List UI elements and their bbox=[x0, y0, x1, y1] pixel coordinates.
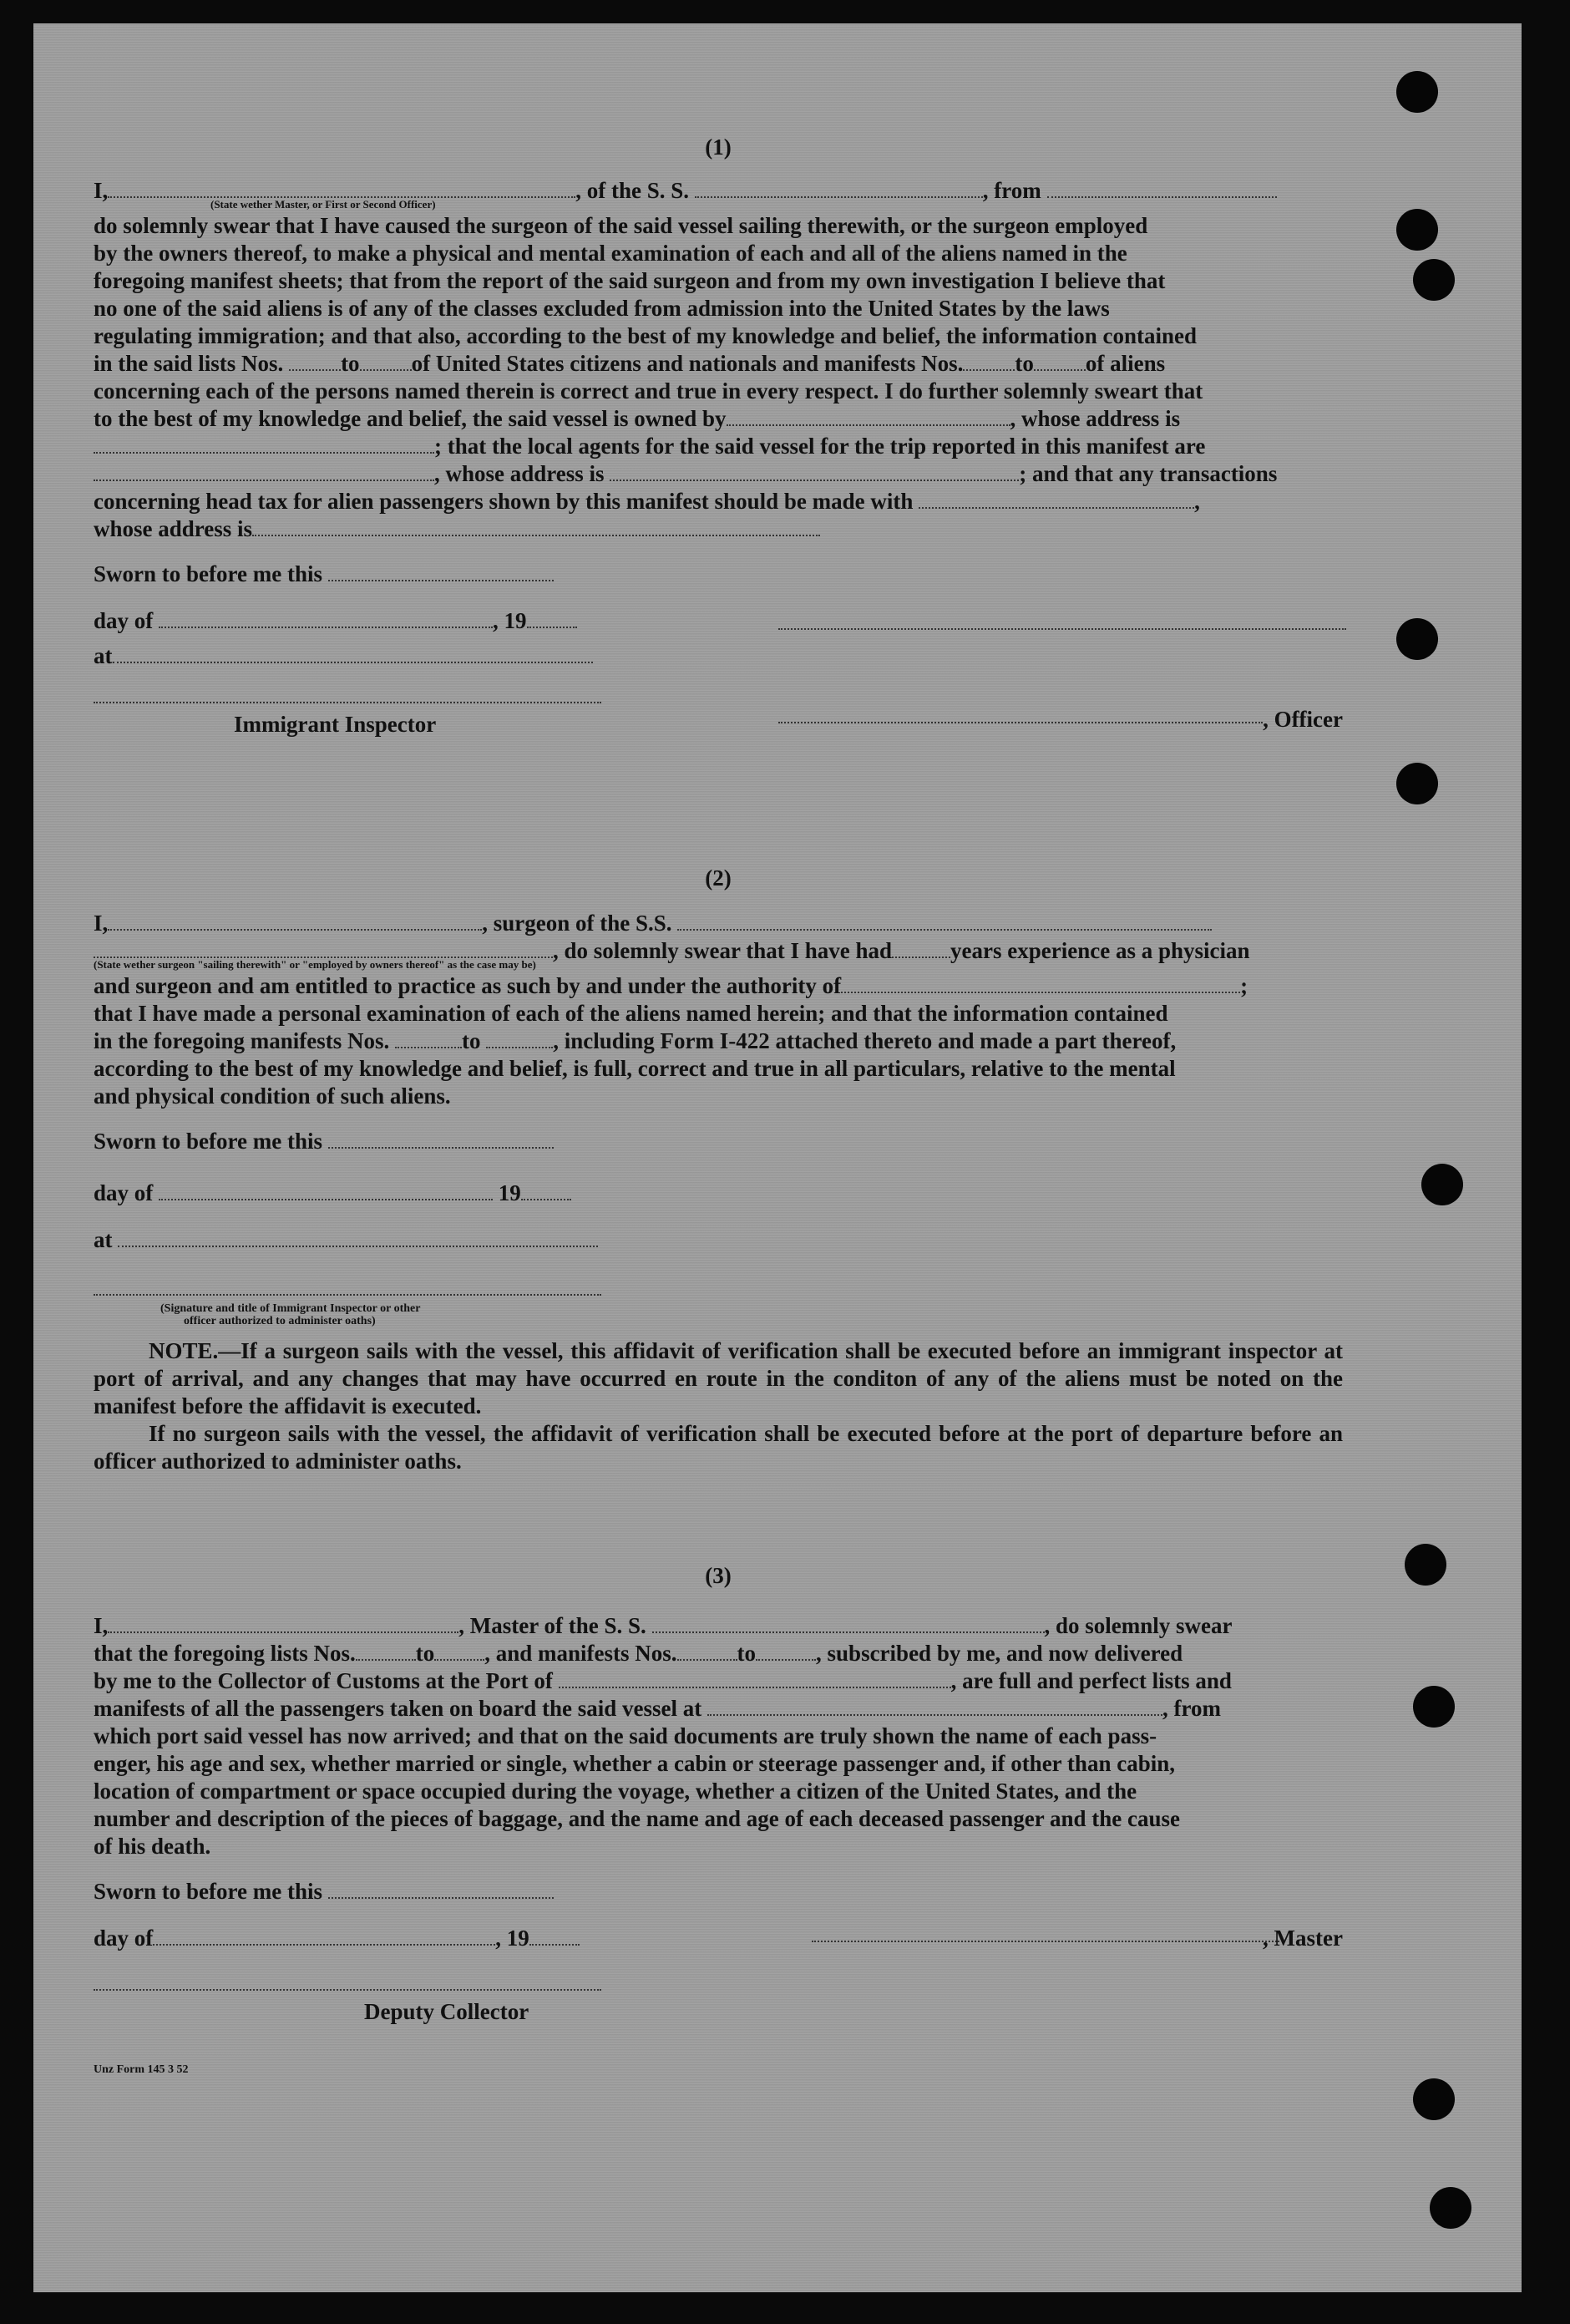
text: ; that the local agents for the said vessel for the trip reported in this manifest are bbox=[434, 434, 1206, 459]
text-line: which port said vessel has now arrived; and that on the said documents are truly shown the name of each pass- bbox=[94, 1723, 1157, 1748]
punch-hole bbox=[1413, 1686, 1455, 1728]
text-line: no one of the said aliens is of any of the classes excluded from admission into the United States by the laws bbox=[94, 296, 1110, 321]
punch-hole bbox=[1396, 71, 1438, 113]
punch-hole bbox=[1405, 1544, 1446, 1586]
text: to bbox=[1015, 351, 1034, 376]
punch-hole bbox=[1421, 1164, 1463, 1205]
blank-authority[interactable] bbox=[841, 977, 1240, 993]
text: , bbox=[1194, 489, 1200, 514]
blank-port[interactable] bbox=[559, 1672, 951, 1688]
section-1 bbox=[94, 132, 1343, 740]
sworn-label: Sworn to before me this bbox=[94, 1879, 322, 1904]
text-line: and physical condition of such aliens. bbox=[94, 1083, 451, 1109]
blank-surgeon-name[interactable] bbox=[108, 914, 482, 931]
blank-vessel-name[interactable] bbox=[695, 181, 983, 198]
blank-manifest-from[interactable] bbox=[677, 1644, 737, 1661]
section-1-text bbox=[94, 177, 1343, 543]
text: of aliens bbox=[1085, 351, 1166, 376]
blank-years[interactable] bbox=[892, 941, 950, 958]
day-label: day of bbox=[94, 1180, 154, 1205]
master-signature-line[interactable] bbox=[812, 1924, 1279, 1942]
text: , from bbox=[982, 178, 1041, 203]
text: , whose address is bbox=[1010, 406, 1181, 431]
blank-headtax-address[interactable] bbox=[252, 520, 820, 536]
at-row bbox=[94, 643, 1343, 685]
text: of United States citizens and nationals and manifests Nos. bbox=[411, 351, 964, 376]
blank-master-name[interactable] bbox=[108, 181, 575, 198]
text: to bbox=[462, 1028, 481, 1053]
punch-hole bbox=[1430, 2187, 1471, 2229]
sworn-label: Sworn to before me this bbox=[94, 1129, 322, 1154]
note-paragraph: NOTE.—If a surgeon sails with the vessel, this affidavit of verification shall be executed before an immigrant inspector at port of arrival, and any changes that may have occurred en route in the conditon of any of the aliens must be noted on the manifest before the affidavit is executed. bbox=[94, 1338, 1343, 1418]
at-label: at bbox=[94, 643, 113, 668]
blank-list-from[interactable] bbox=[356, 1644, 416, 1661]
blank-year[interactable] bbox=[521, 1184, 571, 1200]
text-line: that I have made a personal examination of each of the aliens named herein; and that the information contained bbox=[94, 1001, 1168, 1026]
inspector-signature-line[interactable] bbox=[94, 1277, 601, 1296]
text: whose address is bbox=[94, 516, 253, 541]
blank-owner[interactable] bbox=[727, 409, 1010, 426]
blank-surgeon-status[interactable] bbox=[94, 941, 553, 958]
day-label: day of bbox=[94, 608, 154, 633]
collector-signature-line[interactable] bbox=[94, 1972, 601, 1991]
text: , surgeon of the S.S. bbox=[482, 911, 672, 936]
text: in the foregoing manifests Nos. bbox=[94, 1028, 390, 1053]
deputy-label: Deputy Collector bbox=[364, 1999, 529, 2024]
text: to the best of my knowledge and belief, the said vessel is owned by bbox=[94, 406, 727, 431]
signature-labels bbox=[94, 1994, 1343, 2027]
section-3 bbox=[94, 1560, 1343, 2027]
blank-year[interactable] bbox=[529, 1929, 580, 1946]
blank-departure-port[interactable] bbox=[707, 1699, 1162, 1716]
text: years experience as a physician bbox=[950, 938, 1250, 963]
blank-at[interactable] bbox=[113, 647, 593, 663]
text: ; bbox=[1240, 973, 1248, 998]
blank-sworn[interactable] bbox=[328, 1132, 554, 1149]
text: I, bbox=[94, 1613, 109, 1638]
caption: (State wether Master, or First or Second Officer) bbox=[210, 198, 436, 211]
text-line: by the owners thereof, to make a physical and mental examination of each and all of the aliens named in the bbox=[94, 241, 1127, 266]
text: , and manifests Nos. bbox=[484, 1641, 677, 1666]
text: in the said lists Nos. bbox=[94, 351, 284, 376]
text-line: number and description of the pieces of baggage, and the name and age of each deceased passenger and the cause bbox=[94, 1806, 1181, 1831]
signature-labels bbox=[94, 707, 1343, 740]
text: , Master of the S. S. bbox=[458, 1613, 646, 1638]
text-line: according to the best of my knowledge and belief, is full, correct and true in all particulars, relative to the mental bbox=[94, 1056, 1176, 1081]
punch-hole bbox=[1396, 618, 1438, 660]
text: , of the S. S. bbox=[575, 178, 690, 203]
punch-hole bbox=[1413, 2078, 1455, 2120]
text-line: enger, his age and sex, whether married or single, whether a cabin or steerage passenger and, if other than cabin, bbox=[94, 1751, 1175, 1776]
form-page bbox=[33, 23, 1522, 2292]
text: manifests of all the passengers taken on board the said vessel at bbox=[94, 1696, 702, 1721]
blank-agents[interactable] bbox=[94, 464, 434, 481]
caption: (State wether surgeon "sailing therewith" or "employed by owners thereof" as the case may be) bbox=[94, 958, 536, 971]
master-label: , Master bbox=[1263, 1926, 1343, 1951]
blank-from-port[interactable] bbox=[1047, 181, 1277, 198]
text-line: regulating immigration; and that also, according to the best of my knowledge and belief, the information contained bbox=[94, 323, 1197, 348]
blank-day[interactable] bbox=[159, 611, 493, 628]
blank-manifest-from[interactable] bbox=[395, 1032, 462, 1048]
blank-manifest-to[interactable] bbox=[486, 1032, 553, 1048]
note-paragraph: If no surgeon sails with the vessel, the affidavit of verification shall be executed before at the port of departure before an officer authorized to administer oaths. bbox=[94, 1421, 1343, 1474]
sworn-label: Sworn to before me this bbox=[94, 561, 322, 586]
officer-name-line[interactable] bbox=[778, 705, 1263, 723]
text: , do solemnly swear that I have had bbox=[553, 938, 893, 963]
day-row bbox=[94, 1926, 1343, 1967]
text: and surgeon and am entitled to practice as such by and under the authority of bbox=[94, 973, 842, 998]
blank-at[interactable] bbox=[118, 1231, 598, 1247]
text: to bbox=[737, 1641, 757, 1666]
text: by me to the Collector of Customs at the Port of bbox=[94, 1668, 553, 1693]
blank-owner-address[interactable] bbox=[94, 437, 434, 454]
officer-signature-line[interactable] bbox=[778, 611, 1346, 630]
blank-manifest-to[interactable] bbox=[1034, 354, 1086, 371]
section-3-text bbox=[94, 1612, 1343, 1860]
text: I, bbox=[94, 178, 109, 203]
punch-hole bbox=[1413, 259, 1455, 301]
text: concerning head tax for alien passengers shown by this manifest should be made with bbox=[94, 489, 914, 514]
text-line: foregoing manifest sheets; that from the report of the said surgeon and from my own investigation I believe that bbox=[94, 268, 1166, 293]
blank-manifest-from[interactable] bbox=[963, 354, 1015, 371]
text: I, bbox=[94, 911, 109, 936]
text-line: do solemnly swear that I have caused the surgeon of the said vessel sailing therewith, or the surgeon employed bbox=[94, 213, 1148, 238]
text: to bbox=[341, 351, 360, 376]
text: that the foregoing lists Nos. bbox=[94, 1641, 356, 1666]
blank-list-to[interactable] bbox=[360, 354, 412, 371]
blank-master-name[interactable] bbox=[108, 1616, 458, 1633]
punch-hole bbox=[1396, 209, 1438, 251]
blank-list-from[interactable] bbox=[289, 354, 341, 371]
text: , from bbox=[1162, 1696, 1221, 1721]
blank-manifest-to[interactable] bbox=[756, 1644, 816, 1661]
officer-label: , Officer bbox=[1263, 707, 1343, 732]
text: to bbox=[415, 1641, 435, 1666]
blank-year[interactable] bbox=[527, 611, 577, 628]
blank-sworn[interactable] bbox=[328, 1882, 554, 1899]
year-label: , 19 bbox=[493, 608, 527, 633]
blank-day[interactable] bbox=[159, 1184, 493, 1200]
text-line: of his death. bbox=[94, 1834, 211, 1859]
punch-hole bbox=[1396, 763, 1438, 804]
sworn-row bbox=[94, 1879, 1343, 1921]
text: , do solemnly swear bbox=[1044, 1613, 1233, 1638]
text: , whose address is bbox=[434, 461, 605, 486]
inspector-label: Immigrant Inspector bbox=[234, 712, 437, 737]
text: ; and that any transactions bbox=[1019, 461, 1278, 486]
section-number: (2) bbox=[705, 865, 732, 891]
text-line: concerning each of the persons named therein is correct and true in every respect. I do further solemnly sweart that bbox=[94, 378, 1203, 403]
section-number: (3) bbox=[705, 1563, 732, 1588]
text-line: location of compartment or space occupied during the voyage, whether a citizen of the United States, and the bbox=[94, 1779, 1137, 1804]
section-2 bbox=[94, 863, 1343, 1475]
sworn-row bbox=[94, 1129, 1343, 1170]
blank-vessel-name[interactable] bbox=[652, 1616, 1045, 1633]
blank-headtax-contact[interactable] bbox=[919, 492, 1194, 509]
text: , are full and perfect lists and bbox=[950, 1668, 1232, 1693]
at-row bbox=[94, 1227, 1343, 1269]
day-row bbox=[94, 1180, 1343, 1222]
section-number: (1) bbox=[705, 134, 732, 160]
blank-agent-address[interactable] bbox=[610, 464, 1019, 481]
form-id: Unz Form 145 3 52 bbox=[94, 2063, 189, 2076]
at-label: at bbox=[94, 1227, 113, 1252]
text: , including Form I-422 attached thereto and made a part thereof, bbox=[553, 1028, 1177, 1053]
blank-list-to[interactable] bbox=[434, 1644, 484, 1661]
day-label: day of bbox=[94, 1926, 154, 1951]
signature-caption: (Signature and title of Immigrant Inspector or other bbox=[160, 1302, 421, 1315]
blank-sworn[interactable] bbox=[328, 565, 554, 581]
inspector-signature-line[interactable] bbox=[94, 685, 601, 703]
year-label: 19 bbox=[498, 1180, 521, 1205]
signature-caption: officer authorized to administer oaths) bbox=[184, 1315, 376, 1327]
sworn-row bbox=[94, 561, 1343, 603]
year-label: , 19 bbox=[495, 1926, 529, 1951]
blank-surgeon-vessel[interactable] bbox=[677, 914, 1212, 931]
text: , subscribed by me, and now delivered bbox=[816, 1641, 1183, 1666]
section-2-text bbox=[94, 910, 1343, 1110]
blank-day[interactable] bbox=[153, 1929, 495, 1946]
